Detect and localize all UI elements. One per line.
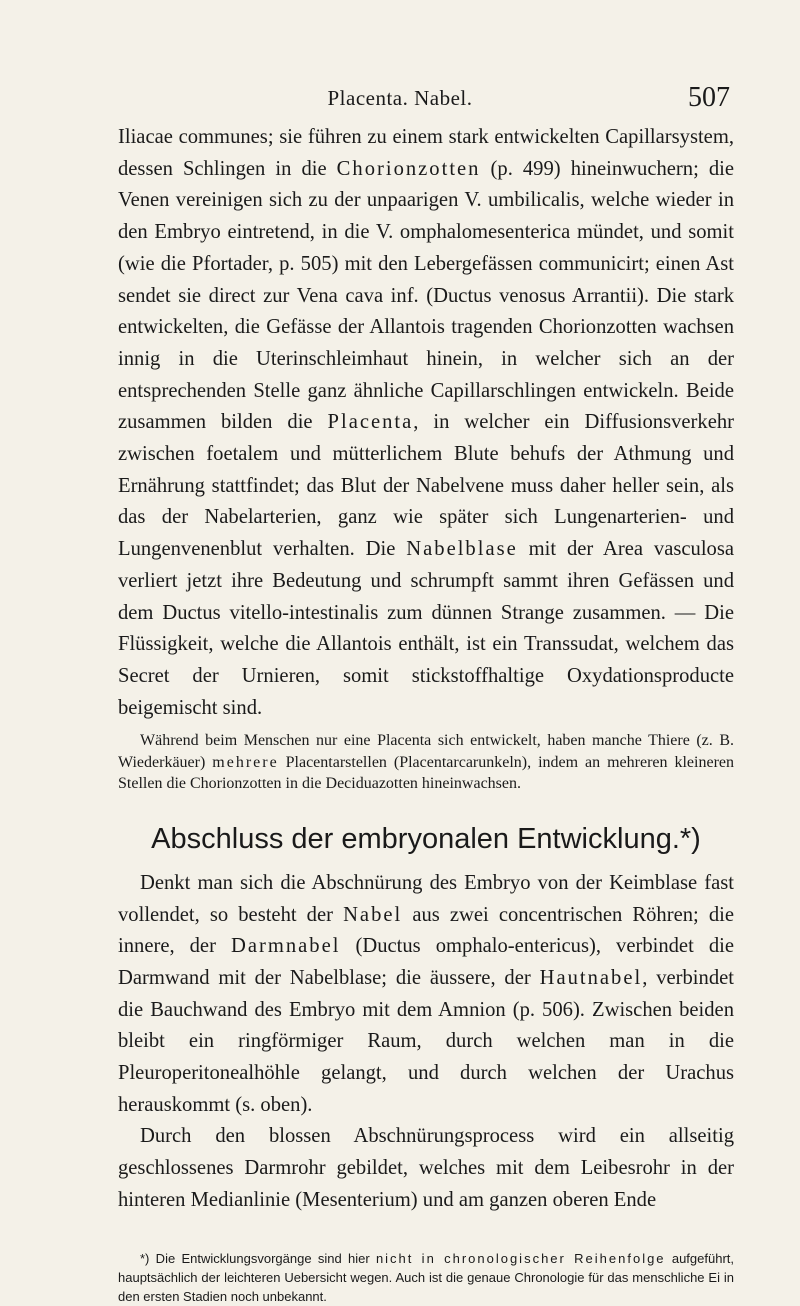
emphasized-term: Darmnabel [230,935,341,958]
emphasized-term: Nabel [343,903,403,926]
emphasized-term: Placenta [327,411,414,434]
text-run: (p. 499) hineinwuchern; die Venen vereinigen sich zu der unpaarigen V. umbilicalis, welche wieder in den Embryo eintretend, in die V. omphalomesenterica mündet, und somit (wie die Pfortader, p. 505) mit den Lebergefässen communicirt; einen Ast sendet sie direct zur Vena cava inf. (Ductus venosus Arrantii). Die stark entwickelten, die Gefässe der Allantois tragenden Chorionzotten wachsen innig in die Uterinschleimhaut hinein, in welcher sich an der entsprechenden Stelle ganz ähnliche Capillarschlingen entwickeln. Beide zusammen bilden die [118,157,734,434]
text-run: Denkt man sich die Abschnürung des Embryo von der Keimblase fast vollendet, so besteht der [118,871,734,926]
emphasized-term: Hautnabel [539,966,643,989]
text-run: Placentarstellen (Placentarcarunkeln), indem an mehreren kleineren Stellen die Chorionzotten in die Deciduazotten hineinwachsen. [118,753,735,793]
text-run: , verbindet die Bauchwand des Embryo mit dem Amnion (p. 506). Zwischen beiden bleibt ein ringförmiger Raum, durch welchen man in die Pleuroperitonealhöhle gelangt, und durch welchen der Urachus herauskommt (s. oben). [118,966,734,1116]
text-run: (Ductus omphalo-entericus), verbindet die Darmwand mit der Nabelblase; die äussere, der [118,935,734,989]
small-print-paragraph [118,730,734,795]
page-number: 507 [688,82,730,113]
emphasized-term: Chorionzotten [336,157,481,180]
body-paragraph: Durch den blossen Abschnürungsprocess wird ein allseitig geschlossenes Darmrohr gebildet, welches mit dem Leibesrohr in der hinteren Medianlinie (Mesenterium) und am ganzen oberen Ende [118,1125,734,1211]
text-run: mit der Area vasculosa verliert jetzt ihre Bedeutung und schrumpft sammt ihren Gefässen und dem Ductus vitello-intestinalis zum dünnen Strange zusammen. — Die Flüssigkeit, welche die Allantois enthält, ist ein Transsudat, welchem das Secret der Urnieren, somit stickstoffhaltige Oxydationsproducte beigemischt sind. [118,538,734,719]
body-paragraph [118,868,734,1122]
emphasized-term: mehrere [212,753,279,771]
running-head: Placenta. Nabel. [327,86,473,110]
text-run: *) Die Entwicklungsvorgänge sind hier [140,1250,376,1266]
section-heading: Abschluss der embryonalen Entwicklung.*) [151,822,701,855]
footnote [118,1249,734,1306]
text-run: aufgeführt, hauptsächlich der leichteren Uebersicht wegen. Auch ist die genaue Chronologie für das menschliche Ei in den ersten Stadien noch unbekannt. [118,1250,734,1304]
text-run: , in welcher ein Diffusionsverkehr zwischen foetalem und mütterlichem Blute behufs der Athmung und Ernährung stattfindet; das Blut der Nabelvene muss daher heller sein, als das der Nabelarterien, ganz wie später sich Lungenarterien- und Lungenvenenblut verhalten. Die [118,411,734,561]
emphasized-term: nicht in chronologischer Reihenfolge [375,1250,666,1266]
text-run: aus zwei concentrischen Röhren; die innere, der [118,903,734,958]
emphasized-term: Nabelblase [406,538,518,561]
text-run: Während beim Menschen nur eine Placenta sich entwickelt, haben manche Thiere (z. B. Wiederkäuer) [118,732,734,771]
page-body [118,122,734,1306]
body-paragraph [118,122,734,724]
text-run: Iliacae communes; sie führen zu einem stark entwickelten Capillarsystem, dessen Schlingen in die [118,126,734,180]
page-header [60,82,740,116]
